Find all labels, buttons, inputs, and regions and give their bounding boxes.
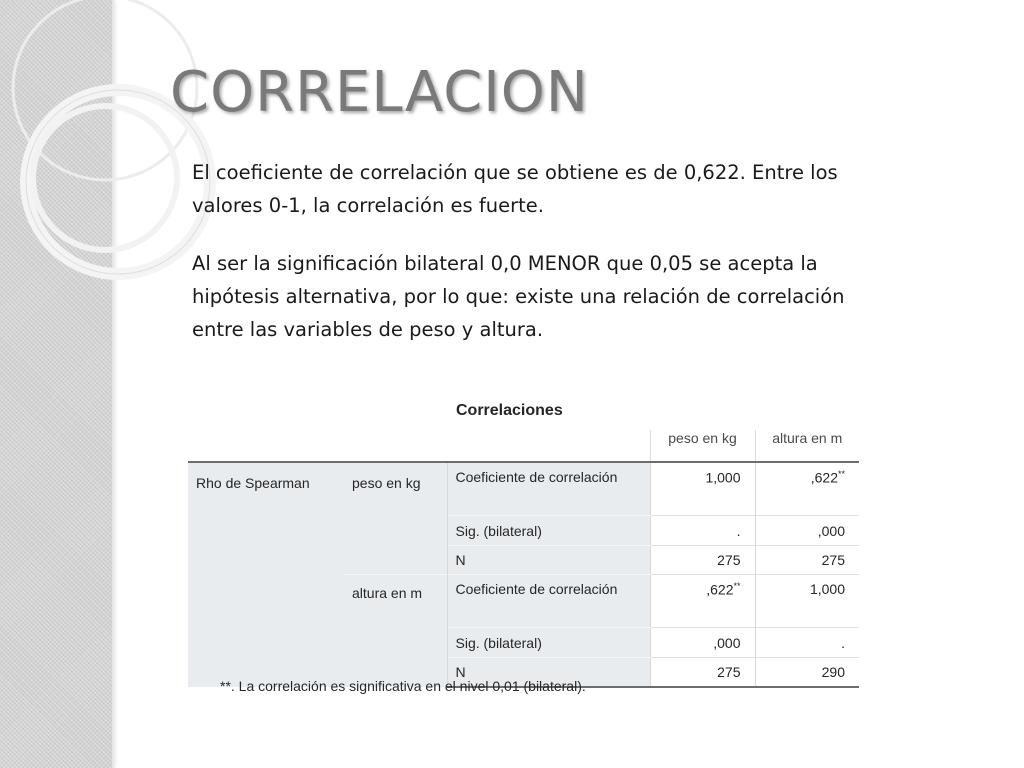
value-cell: ,000 (755, 516, 859, 546)
empty-header-cell (447, 430, 650, 462)
stat-label: Sig. (bilateral) (447, 516, 650, 546)
row-variable-altura: altura en m (344, 575, 447, 688)
method-label: Rho de Spearman (188, 462, 344, 687)
value-cell: 275 (650, 546, 755, 575)
paragraph-significance: Al ser la significación bilateral 0,0 MENOR que 0,05 se acepta la hipótesis alternativa, por lo que: existe una relación de correlación entre las variables de peso y altura. (192, 252, 845, 341)
value-cell: 1,000 (650, 462, 755, 516)
paragraph-coefficient: El coeficiente de correlación que se obtiene es de 0,622. Entre los valores 0-1, la correlación es fuerte. (192, 161, 838, 217)
empty-header-cell (188, 430, 344, 462)
stat-label: N (447, 546, 650, 575)
row-variable-peso: peso en kg (344, 462, 447, 575)
table-footnote: **. La correlación es significativa en el nivel 0,01 (bilateral). (220, 678, 586, 694)
value-cell: ,622** (650, 575, 755, 628)
table-caption: Correlaciones (456, 402, 563, 419)
value-cell: . (650, 516, 755, 546)
stat-label: Coeficiente de correlación (447, 575, 650, 628)
column-header-altura: altura en m (755, 430, 859, 462)
value-cell: ,000 (650, 628, 755, 658)
correlation-table (188, 430, 859, 688)
value-cell: 275 (650, 658, 755, 688)
table-row (188, 462, 859, 516)
value-cell: 275 (755, 546, 859, 575)
header-row (188, 430, 859, 462)
value-cell: 290 (755, 658, 859, 688)
empty-header-cell (344, 430, 447, 462)
value-cell: ,622** (755, 462, 859, 516)
slide-title: CORRELACION (170, 60, 589, 125)
stat-label: Sig. (bilateral) (447, 628, 650, 658)
value-cell: 1,000 (755, 575, 859, 628)
value-cell: . (755, 628, 859, 658)
stat-label: Coeficiente de correlación (447, 462, 650, 516)
column-header-peso: peso en kg (650, 430, 755, 462)
stat-label: N (447, 658, 650, 688)
